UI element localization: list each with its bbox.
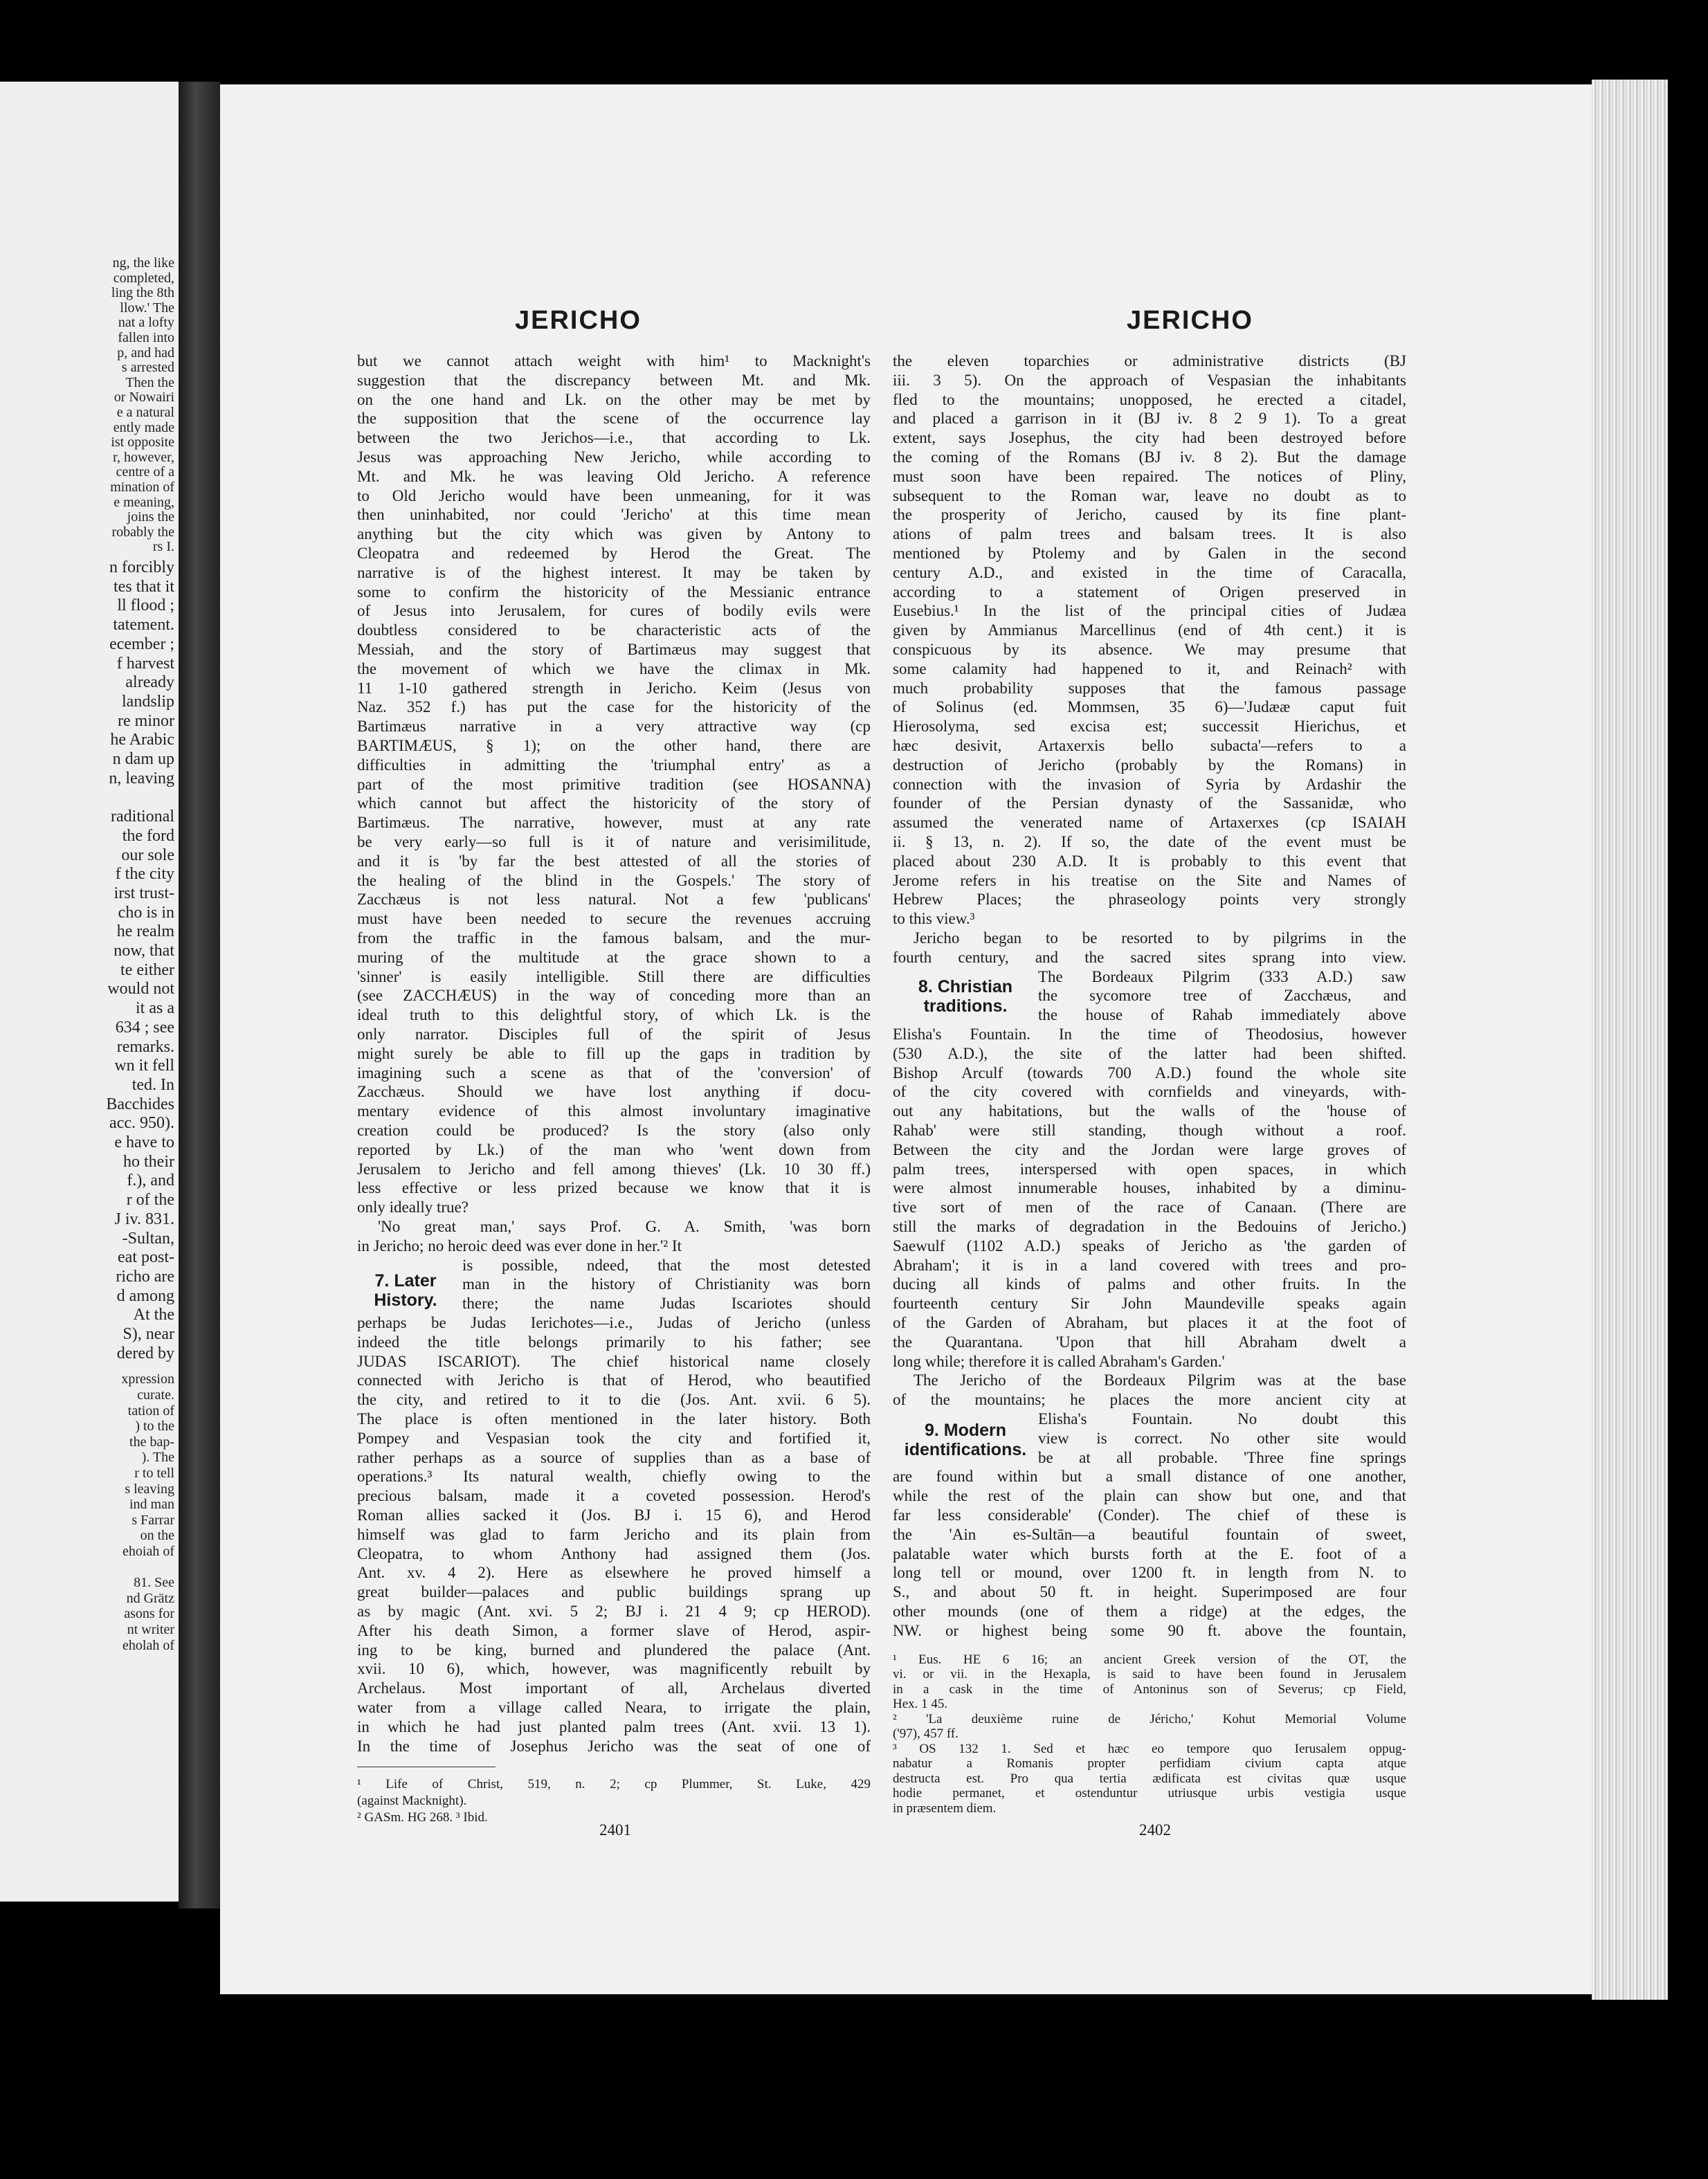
- page-number-left: 2401: [599, 1821, 631, 1839]
- facing-page-fragment: the bap-: [129, 1434, 174, 1450]
- facing-page-fragment: tes that it: [113, 577, 174, 596]
- text-line: the eleven toparchies or administrative districts (BJ: [893, 353, 1406, 370]
- text-line: of the mountains; he places the more ancient city at: [893, 1392, 1406, 1409]
- text-line: muring of the multitude at the grace shown to a: [357, 949, 871, 966]
- text-line: the healing of the blind in the Gospels.' The story of: [357, 872, 871, 889]
- facing-page-fragment: the ford: [122, 826, 174, 845]
- facing-page-fragment: acc. 950).: [109, 1114, 174, 1133]
- text-line: (see ZACCHÆUS) in the way of conceding more than an: [357, 987, 871, 1005]
- text-line: indeed the title belongs primarily to his father; see: [357, 1333, 871, 1351]
- facing-page-fragment: wn it fell: [114, 1057, 174, 1075]
- text-line: of Jesus into Jerusalem, for cures of bodily evils were: [357, 603, 871, 620]
- text-line: were almost innumerable houses, inhabited by a diminu-: [893, 1180, 1406, 1197]
- facing-page-fragment: irst trust-: [113, 884, 174, 902]
- facing-page-fragment: r of the: [126, 1191, 174, 1210]
- text-line: the supposition that the scene of the occurrence lay: [357, 410, 871, 428]
- footnote-line: in præsentem diem.: [893, 1801, 997, 1816]
- text-line: be very early—so full is it of nature and verisimilitude,: [357, 834, 871, 850]
- footnote-line: in a cask in the time of Antoninus son of Severus; cp Field,: [893, 1682, 1406, 1697]
- facing-page-fragment: Bacchides: [106, 1095, 174, 1113]
- facing-page-fragment: s Farrar: [131, 1512, 174, 1528]
- text-line: After his death Simon, a former slave of Herod, aspir-: [357, 1622, 871, 1639]
- facing-page-fragment: n, leaving: [109, 769, 174, 787]
- text-line: of the Garden of Abraham, but places it at the foot of: [893, 1315, 1406, 1331]
- facing-page-edge: [0, 82, 179, 1902]
- text-line: rather perhaps as a source of supplies than as a base of: [357, 1449, 871, 1466]
- facing-page-fragment: already: [125, 673, 174, 692]
- text-line: conspicuous by its absence. We may presume that: [893, 641, 1406, 658]
- text-line: some to confirm the historicity of the Messianic entrance: [357, 583, 871, 601]
- facing-page-fragment: ind man: [129, 1497, 174, 1513]
- text-line: Hebrew Places; the phraseology points very strongly: [893, 891, 1406, 909]
- text-line: given by Ammianus Marcellinus (end of 4th cent.) it is: [893, 622, 1406, 639]
- facing-page-fragment: te either: [120, 960, 174, 979]
- text-line: only ideally true?: [357, 1199, 469, 1216]
- text-line: suggestion that the discrepancy between Mt. and Mk.: [357, 372, 871, 389]
- text-line: the movement of which we have the climax in Mk.: [357, 660, 871, 677]
- text-line: The Bordeaux Pilgrim (333 A.D.) saw: [1038, 968, 1406, 985]
- text-line: water from a village called Neara, to irrigate the plain,: [357, 1699, 871, 1716]
- text-line: Zacchæus is not less natural. Not a few 'publicans': [357, 891, 871, 909]
- text-line: Elisha's Fountain. In the time of Theodosius, however: [893, 1026, 1406, 1043]
- text-line: founder of the Persian dynasty of the Sassanidæ, who: [893, 795, 1406, 812]
- text-line: is possible, ndeed, that the most detested: [462, 1257, 871, 1274]
- text-line: ations of palm trees and balsam trees. It is also: [893, 526, 1406, 543]
- page-number-right: 2402: [1139, 1821, 1171, 1839]
- text-line: Rahab' were still standing, though without a roof.: [893, 1122, 1406, 1139]
- text-line: fourteenth century Sir John Maundeville speaks again: [893, 1295, 1406, 1313]
- heading-later-history: 7. Later History.: [374, 1270, 437, 1310]
- text-line: fled to the mountains; unopposed, he erected a citadel,: [893, 391, 1406, 408]
- text-line: on the one hand and Lk. on the other may be met by: [357, 391, 871, 408]
- text-line: according to a statement of Origen preserved in: [893, 583, 1406, 601]
- footnote-line: hodie permanet, et ostenduntur utriusque urbis vestigia usque: [893, 1787, 1406, 1801]
- text-line: Messiah, and the story of Bartimæus may suggest that: [357, 641, 871, 658]
- footnote-line: ² GASm. HG 268. ³ Ibid.: [357, 1811, 488, 1825]
- facing-page-fragment: ll flood ;: [117, 596, 174, 615]
- text-line: 'sinner' is easily intelligible. Still there are difficulties: [357, 968, 871, 985]
- facing-page-fragment: nat a lofty: [118, 315, 174, 331]
- text-line: xvii. 10 6), which, however, was magnificently rebuilt by: [357, 1661, 871, 1678]
- text-line: still the marks of degradation in the Bedouins of Jericho.): [893, 1219, 1406, 1235]
- footnote-line: destructa est. Pro qua tertia ædificata est civitas quæ usque: [893, 1771, 1406, 1786]
- text-line: the sycomore tree of Zacchæus, and: [1038, 987, 1406, 1005]
- text-line: in which he had just planted palm trees (Ant. xvii. 13 1).: [357, 1718, 871, 1735]
- text-line: Jerusalem to Jericho and fell among thieves' (Lk. 10 30 ff.): [357, 1160, 871, 1178]
- text-line: Elisha's Fountain. No doubt this: [1038, 1411, 1406, 1428]
- text-line: while the rest of the plain can show but one, and that: [893, 1488, 1406, 1505]
- text-line: Cleopatra and redeemed by Herod the Great. The: [357, 545, 871, 562]
- facing-page-fragment: s leaving: [125, 1481, 174, 1497]
- facing-page-fragment: -Sultan,: [122, 1229, 174, 1248]
- facing-page-fragment: it as a: [136, 999, 174, 1018]
- text-line: and placed a garrison in it (BJ iv. 8 2 9 1). To a great: [893, 410, 1406, 428]
- text-line: ducing all kinds of palms and other fruits. In the: [893, 1276, 1406, 1293]
- text-line: long while; therefore it is called Abraham's Garden.': [893, 1353, 1225, 1370]
- facing-page-fragment: e a natural: [116, 405, 174, 420]
- text-line: must have been needed to secure the revenues accruing: [357, 911, 871, 928]
- text-line: Jesus was approaching New Jericho, while according to: [357, 449, 871, 466]
- text-line: Bartimæus. The narrative, however, must at any rate: [357, 814, 871, 832]
- text-line: doubtless considered to be characteristic acts of the: [357, 622, 871, 639]
- facing-page-fragment: centre of a: [116, 464, 174, 480]
- facing-page-fragment: f the city: [115, 865, 174, 884]
- facing-page-fragment: ). The: [141, 1450, 174, 1466]
- text-line: 11 1-10 gathered strength in Jericho. Keim (Jesus von: [357, 680, 871, 697]
- text-line: Cleopatra, to whom Anthony had assigned them (Jos.: [357, 1545, 871, 1562]
- facing-page-fragment: or Nowairi: [113, 390, 174, 405]
- facing-page-fragment: J iv. 831.: [114, 1210, 174, 1228]
- footnote-line: (against Macknight).: [357, 1794, 467, 1809]
- text-line: S., and about 50 ft. in height. Superimposed are four: [893, 1584, 1406, 1601]
- facing-page-fragment: landslip: [122, 692, 174, 711]
- text-line: to this view.³: [893, 911, 975, 928]
- facing-page-fragment: llow.' The: [120, 300, 174, 316]
- facing-page-fragment: fallen into: [118, 330, 174, 345]
- footnote-line: ('97), 457 ff.: [893, 1727, 959, 1742]
- text-line: much probability supposes that the famous passage: [893, 680, 1406, 697]
- facing-page-fragment: curate.: [137, 1387, 174, 1403]
- facing-page-fragment: richo are: [116, 1267, 174, 1286]
- running-header-right: JERICHO: [1127, 306, 1253, 335]
- facing-page-fragment: d among: [116, 1286, 174, 1305]
- text-line: NW. or highest being some 90 ft. above the fountain,: [893, 1622, 1406, 1639]
- text-line: which cannot but affect the historicity of the story of: [357, 795, 871, 812]
- book-page: [220, 84, 1592, 1994]
- text-line: The Jericho of the Bordeaux Pilgrim was at the base: [914, 1372, 1406, 1389]
- text-line: Jerome refers in his treatise on the Site and Names of: [893, 872, 1406, 889]
- text-line: ideal truth to this delightful story, of which Lk. is the: [357, 1007, 871, 1024]
- facing-page-fragment: cho is in: [118, 903, 174, 922]
- text-line: Naz. 352 f.) has put the case for the historicity of the: [357, 699, 871, 716]
- text-line: subsequent to the Roman war, leave no doubt as to: [893, 487, 1406, 504]
- footnote-line: Hex. 1 45.: [893, 1697, 948, 1712]
- text-line: perhaps be Judas Ierichotes—i.e., Judas of Jericho (unless: [357, 1315, 871, 1331]
- facing-page-fragment: remarks.: [116, 1037, 174, 1056]
- facing-page-fragment: ently made: [113, 419, 174, 435]
- facing-page-fragment: re minor: [118, 711, 174, 730]
- text-line: Mt. and Mk. he was leaving Old Jericho. A reference: [357, 468, 871, 485]
- facing-page-fragment: would not: [107, 980, 174, 999]
- text-line: Zacchæus. Should we have lost anything if docu-: [357, 1084, 871, 1101]
- text-line: the city, and retired to it to die (Jos. Ant. xvii. 6 5).: [357, 1392, 871, 1409]
- facing-page-fragment: e have to: [114, 1133, 174, 1151]
- facing-page-fragment: ted. In: [131, 1075, 174, 1094]
- text-line: assumed the venerated name of Artaxerxes (cp ISAIAH: [893, 814, 1406, 832]
- text-line: reported by Lk.) of the man who 'went down from: [357, 1141, 871, 1158]
- text-line: century A.D., and existed in the time of Caracalla,: [893, 564, 1406, 581]
- facing-page-fragment: f.), and: [127, 1171, 174, 1190]
- facing-page-fragment: nt writer: [127, 1622, 174, 1637]
- facing-page-fragment: eholah of: [122, 1637, 174, 1653]
- text-line: ing to be king, burned and plundered the palace (Ant.: [357, 1641, 871, 1659]
- facing-page-fragment: 634 ; see: [115, 1018, 174, 1037]
- text-line: palm trees, interspersed with open spaces, in which: [893, 1160, 1406, 1178]
- text-line: in Jericho; no heroic deed was ever done in her.'² It: [357, 1237, 682, 1255]
- facing-page-fragment: tation of: [127, 1403, 174, 1419]
- text-line: mentioned by Ptolemy and by Galen in the second: [893, 545, 1406, 562]
- heading-christian-traditions: 8. Christian traditions.: [918, 976, 1013, 1016]
- text-line: out any habitations, but the walls of the 'house of: [893, 1103, 1406, 1120]
- text-line: of the city covered with cornfields and vineyards, with-: [893, 1084, 1406, 1101]
- facing-page-fragment: r to tell: [134, 1466, 174, 1481]
- text-line: as by magic (Ant. xvi. 5 2; BJ i. 21 4 9; cp HEROD).: [357, 1603, 871, 1620]
- footnote-line: ² 'La deuxième ruine de Jéricho,' Kohut Memorial Volume: [893, 1712, 1406, 1726]
- book-gutter: [179, 82, 220, 1908]
- text-line: Saewulf (1102 A.D.) speaks of Jericho as 'the garden of: [893, 1237, 1406, 1255]
- text-line: to Old Jericho would have been unmeaning, for it was: [357, 487, 871, 504]
- facing-page-fragment: S), near: [122, 1325, 174, 1343]
- footnote-line: ³ OS 132 1. Sed et hæc eo tempore quo Ierusalem oppug-: [893, 1742, 1406, 1756]
- facing-page-fragment: Then the: [125, 374, 174, 390]
- text-line: (530 A.D.), the site of the latter had been shifted.: [893, 1045, 1406, 1062]
- text-line: Bartimæus narrative in a very attractive way (cp: [357, 718, 871, 736]
- facing-page-fragment: e meaning,: [113, 494, 174, 510]
- text-line: the prosperity of Jericho, caused by its fine plant-: [893, 507, 1406, 524]
- running-header-left: JERICHO: [515, 306, 642, 335]
- facing-page-fragment: mination of: [110, 480, 174, 495]
- text-line: then uninhabited, nor could 'Jericho' at this time mean: [357, 507, 871, 524]
- text-line: Hierosolyma, sed excisa est; successit Hierichus, et: [893, 718, 1406, 736]
- facing-page-fragment: ) to the: [135, 1419, 174, 1434]
- text-line: Between the city and the Jordan were large groves of: [893, 1141, 1406, 1158]
- text-line: Bishop Arculf (towards 700 A.D.) found the whole site: [893, 1064, 1406, 1082]
- text-line: iii. 3 5). On the approach of Vespasian the inhabitants: [893, 372, 1406, 389]
- text-line: ii. § 13, n. 2). If so, the date of the event must be: [893, 834, 1406, 850]
- text-line: long tell or mound, over 1200 ft. in length from N. to: [893, 1565, 1406, 1582]
- text-line: fourth century, and the sacred sites sprang into view.: [893, 949, 1406, 966]
- text-line: narrative is of the highest interest. It may be taken by: [357, 564, 871, 581]
- text-line: the Quarantana. 'Upon that hill Abraham dwelt a: [893, 1333, 1406, 1351]
- text-line: great builder—palaces and public buildings sprang up: [357, 1584, 871, 1601]
- facing-page-fragment: xpression: [121, 1371, 174, 1387]
- facing-page-fragment: ling the 8th: [111, 285, 174, 301]
- text-line: there; the name Judas Iscariotes should: [462, 1295, 871, 1313]
- facing-page-fragment: s arrested: [121, 360, 174, 376]
- facing-page-fragment: now, that: [113, 942, 174, 960]
- facing-page-fragment: n dam up: [112, 750, 174, 768]
- text-line: Pompey and Vespasian took the city and fortified it,: [357, 1430, 871, 1447]
- text-line: tive sort of men of the race of Canaan. (There are: [893, 1199, 1406, 1216]
- text-line: view is correct. No other site would: [1038, 1430, 1406, 1447]
- text-line: Abraham'; it is in a land covered with trees and pro-: [893, 1257, 1406, 1274]
- text-line: hæc desivit, Artaxerxis bello subacta'—refers to a: [893, 738, 1406, 754]
- facing-page-fragment: robably the: [111, 524, 174, 540]
- facing-page-fragment: ho their: [123, 1152, 174, 1171]
- text-line: connected with Jericho is that of Herod, who beautified: [357, 1372, 871, 1389]
- facing-page-fragment: f harvest: [116, 654, 174, 673]
- footnote-line: nabatur a Romanis propter perfidiam civium capta atque: [893, 1757, 1406, 1771]
- text-line: the house of Rahab immediately above: [1038, 1007, 1406, 1024]
- text-line: but we cannot attach weight with him¹ to Macknight's: [357, 353, 871, 370]
- facing-page-fragment: completed,: [113, 270, 174, 286]
- text-line: BARTIMÆUS, § 1); on the other hand, there are: [357, 738, 871, 754]
- facing-page-fragment: 81. See: [134, 1575, 174, 1591]
- facing-page-fragment: n forcibly: [109, 558, 174, 576]
- text-line: between the two Jerichos—i.e., that according to Lk.: [357, 430, 871, 447]
- facing-page-fragment: raditional: [111, 808, 174, 826]
- text-line: 'No great man,' says Prof. G. A. Smith, 'was born: [378, 1219, 871, 1235]
- footnote-line: ¹ Life of Christ, 519, n. 2; cp Plummer, St. Luke, 429: [357, 1778, 871, 1792]
- facing-page-fragment: he realm: [116, 922, 174, 941]
- text-line: other mounds (one of them a ridge) at the edges, the: [893, 1603, 1406, 1620]
- text-line: must soon have been repaired. The notices of Pliny,: [893, 468, 1406, 485]
- facing-page-fragment: dered by: [116, 1344, 174, 1362]
- text-line: himself was glad to farm Jericho and its plain from: [357, 1526, 871, 1543]
- text-line: Ant. xv. 4 2). Here as elsewhere he proved himself a: [357, 1565, 871, 1582]
- text-line: man in the history of Christianity was born: [462, 1276, 871, 1293]
- text-line: and it is 'by far the best attested of all the stories of: [357, 853, 871, 870]
- facing-page-fragment: r, however,: [113, 449, 174, 465]
- facing-page-fragment: p, and had: [117, 345, 174, 361]
- text-line: JUDAS ISCARIOT). The chief historical name closely: [357, 1353, 871, 1370]
- text-line: connection with the invasion of Syria by Ardashir the: [893, 776, 1406, 793]
- text-line: placed about 230 A.D. It is probably to this event that: [893, 853, 1406, 870]
- text-line: are found within but a small distance of one another,: [893, 1468, 1406, 1486]
- text-line: creation could be produced? Is the story (also only: [357, 1122, 871, 1139]
- facing-page-fragment: asons for: [124, 1606, 174, 1622]
- text-line: imagining such a scene as that of the 'conversion' of: [357, 1064, 871, 1082]
- text-line: only narrator. Disciples full of the spirit of Jesus: [357, 1026, 871, 1043]
- text-line: In the time of Josephus Jericho was the seat of one of: [357, 1738, 871, 1755]
- facing-page-fragment: tatement.: [113, 616, 174, 635]
- footnote-line: ¹ Eus. HE 6 16; an ancient Greek version of the OT, the: [893, 1652, 1406, 1667]
- text-line: palatable water which bursts forth at the E. foot of a: [893, 1545, 1406, 1562]
- text-line: extent, says Josephus, the city had been destroyed before: [893, 430, 1406, 447]
- text-line: Roman allies sacked it (Jos. BJ i. 15 6), and Herod: [357, 1507, 871, 1524]
- facing-page-fragment: nd Grätz: [126, 1590, 174, 1606]
- text-line: operations.³ Its natural wealth, chiefly owing to the: [357, 1468, 871, 1486]
- page-stack-edges: [1592, 80, 1668, 2000]
- text-line: be at all probable. 'Three fine springs: [1038, 1449, 1406, 1466]
- text-line: The place is often mentioned in the later history. Both: [357, 1411, 871, 1428]
- facing-page-fragment: eat post-: [118, 1248, 174, 1267]
- text-line: precious balsam, made it a coveted possession. Herod's: [357, 1488, 871, 1505]
- facing-page-fragment: our sole: [121, 846, 174, 864]
- text-line: of Solinus (ed. Mommsen, 35 6)—'Judææ caput fuit: [893, 699, 1406, 716]
- text-line: difficulties in admitting the 'triumphal entry' as a: [357, 756, 871, 774]
- text-line: Eusebius.¹ In the list of the principal cities of Judæa: [893, 603, 1406, 620]
- heading-modern-identifications: 9. Modern identifications.: [904, 1421, 1027, 1459]
- text-line: part of the most primitive tradition (see HOSANNA): [357, 776, 871, 793]
- text-line: some calamity had happened to it, and Reinach² with: [893, 660, 1406, 677]
- facing-page-fragment: ecember ;: [109, 635, 174, 653]
- facing-page-fragment: At the: [133, 1306, 174, 1324]
- facing-page-fragment: ist opposite: [111, 435, 174, 450]
- text-line: Archelaus. Most important of all, Archelaus diverted: [357, 1680, 871, 1697]
- facing-page-fragment: ehoiah of: [122, 1544, 174, 1559]
- text-line: destruction of Jericho (probably by the Romans) in: [893, 756, 1406, 774]
- text-line: the 'Ain es-Sultān—a beautiful fountain of sweet,: [893, 1526, 1406, 1543]
- footnote-line: vi. or vii. in the Hexapla, is said to have been found in Jerusalem: [893, 1668, 1406, 1682]
- text-line: the coming of the Romans (BJ iv. 8 2). But the damage: [893, 449, 1406, 466]
- facing-page-fragment: ng, the like: [112, 255, 174, 271]
- text-line: from the traffic in the famous balsam, and the mur-: [357, 930, 871, 947]
- facing-page-fragment: rs I.: [152, 539, 174, 555]
- text-line: might surely be able to fill up the gaps in tradition by: [357, 1045, 871, 1062]
- text-line: Jericho began to be resorted to by pilgrims in the: [914, 930, 1406, 947]
- facing-page-fragment: he Arabic: [110, 731, 174, 749]
- text-line: far less considerable' (Conder). The chief of these is: [893, 1507, 1406, 1524]
- facing-page-fragment: joins the: [127, 509, 174, 525]
- facing-page-fragment: on the: [140, 1528, 174, 1544]
- text-line: anything but the city which was given by Antony to: [357, 526, 871, 543]
- text-line: less effective or less prized because we know that it is: [357, 1180, 871, 1197]
- text-line: mentary evidence of this almost involuntary imaginative: [357, 1103, 871, 1120]
